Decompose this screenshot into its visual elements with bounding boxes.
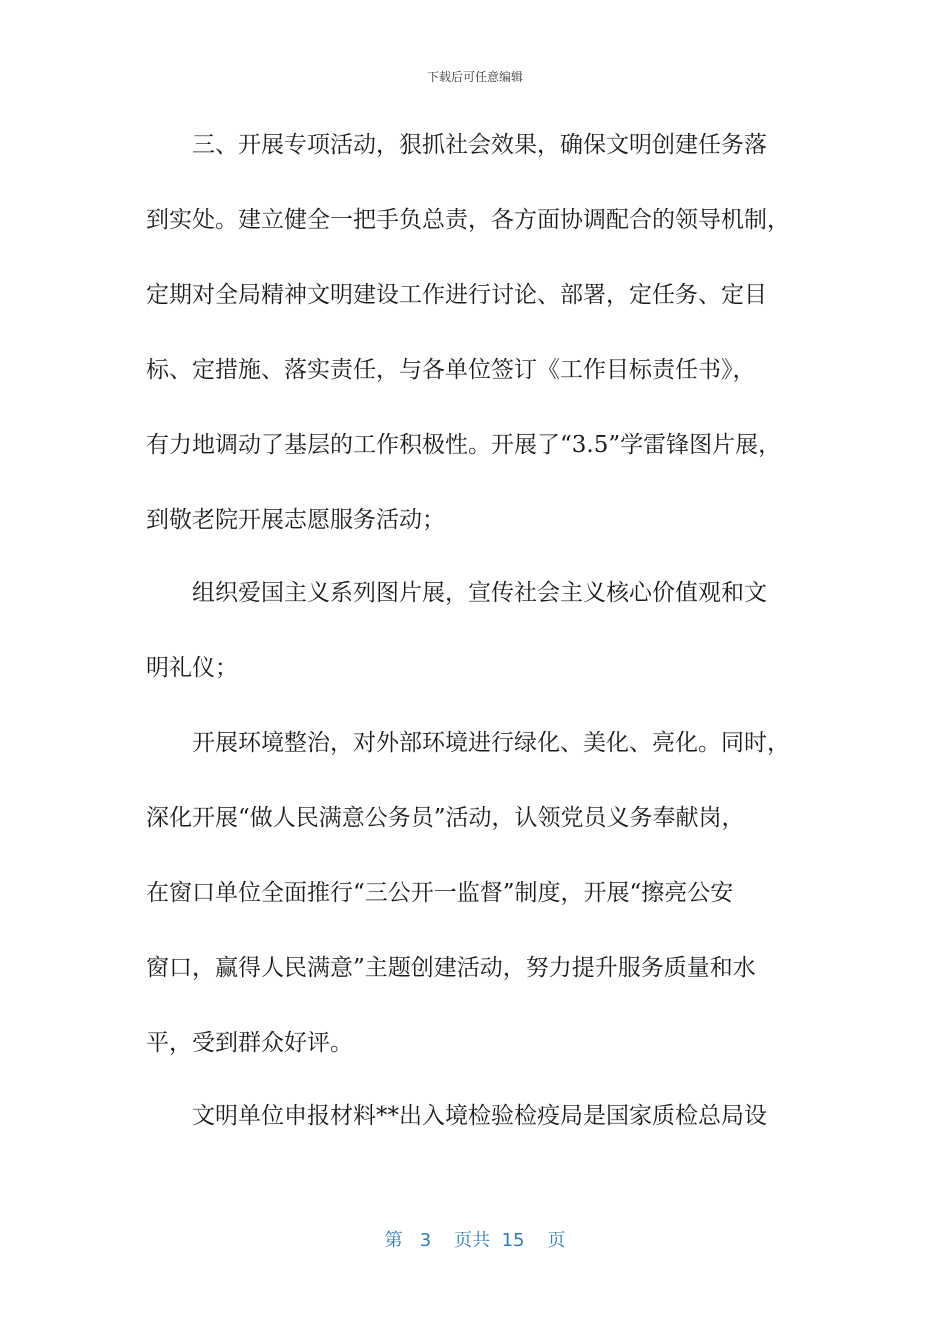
body-line: 标、定措施、落实责任，与各单位签订《工作目标责任书》， (146, 357, 756, 383)
footer-middle: 页共 (454, 1230, 491, 1251)
body-line: 组织爱国主义系列图片展，宣传社会主义核心价值观和文 (146, 580, 767, 606)
total-pages-number: 15 (501, 1230, 525, 1251)
body-line: 平，受到群众好评。 (146, 1030, 353, 1056)
body-line: 到敬老院开展志愿服务活动； (146, 507, 445, 533)
footer-suffix: 页 (547, 1230, 566, 1251)
footer-prefix: 第 (384, 1230, 403, 1251)
body-line: 到实处。建立健全一把手负总责，各方面协调配合的领导机制， (146, 207, 790, 233)
body-line: 深化开展“做人民满意公务员”活动，认领党员义务奉献岗， (146, 805, 745, 831)
body-line: 开展环境整治，对外部环境进行绿化、美化、亮化。同时， (146, 730, 790, 756)
body-line: 定期对全局精神文明建设工作进行讨论、部署，定任务、定目 (146, 282, 767, 308)
body-line: 文明单位申报材料**出入境检验检疫局是国家质检总局设 (146, 1103, 767, 1129)
page-footer (0, 1226, 950, 1252)
body-line: 窗口，赢得人民满意”主题创建活动，努力提升服务质量和水 (146, 955, 756, 981)
body-line: 有力地调动了基层的工作积极性。开展了“3.5”学雷锋图片展， (146, 432, 782, 458)
body-line: 明礼仪； (146, 655, 238, 681)
body-line: 在窗口单位全面推行“三公开一监督”制度，开展“擦亮公安 (146, 880, 734, 906)
body-line: 三、开展专项活动，狠抓社会效果，确保文明创建任务落 (146, 132, 767, 158)
current-page-number: 3 (419, 1230, 432, 1251)
page-header: 下载后可任意编辑 (426, 70, 523, 84)
